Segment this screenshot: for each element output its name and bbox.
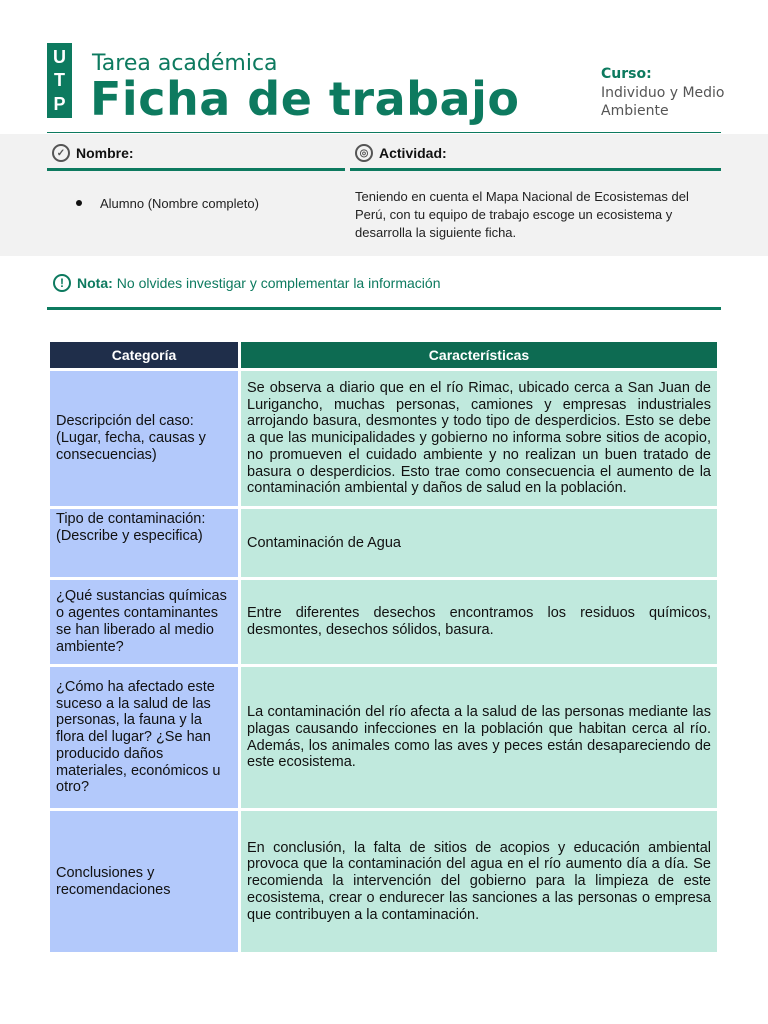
alumno-name: Alumno (Nombre completo) [100, 196, 259, 211]
header-categoria: Categoría [50, 342, 238, 368]
actividad-label-text: Actividad: [379, 145, 447, 161]
page-title: Ficha de trabajo [90, 72, 520, 126]
course-value: Individuo y Medio Ambiente [601, 85, 725, 119]
category-cell: Descripción del caso: (Lugar, fecha, causas y consecuencias) [50, 371, 238, 506]
page-subtitle: Tarea académica [92, 51, 278, 76]
nota-label: Nota: [77, 275, 113, 291]
table-row [50, 509, 717, 577]
nombre-label-text: Nombre: [76, 145, 134, 161]
category-cell: Tipo de contaminación: (Describe y especifica) [50, 509, 238, 577]
characteristics-cell: Contaminación de Agua [241, 509, 717, 577]
utp-logo [47, 43, 72, 118]
table-row [50, 580, 717, 664]
header-caracteristicas: Características [241, 342, 717, 368]
logo-letter-u: U [53, 46, 66, 67]
logo-letter-t: T [54, 70, 65, 91]
characteristics-cell: En conclusión, la falta de sitios de acopios y educación ambiental provoca que la contaminación del agua en el río aumento día a día. Se recomienda la intervención del gobierno para la limpieza de este ecosistema, crear o endurecer las sanciones a las personas o empresa que contribuyen a la contaminación. [241, 811, 717, 952]
course-label: Curso: [601, 66, 652, 82]
category-cell: ¿Cómo ha afectado este suceso a la salud de las personas, la fauna y la flora del lugar? ¿Se han producido daños materiales, económicos u otro? [50, 667, 238, 808]
characteristics-cell: Se observa a diario que en el río Rimac, ubicado cerca a San Juan de Lurigancho, muchas personas, camiones y empresas industriales arrojando basura, desmontes y todo tipo de desperdicios. Esto se debe a que las municipalidades y gobierno no informa sobre sitios de acopio, no promueven el cuidado ambiente y no realizan un buen tratado de basura o desperdicios. Esto trae como consecuencia el aumento de la contaminación ambiental y daños de salud en la población. [241, 371, 717, 506]
logo-letter-p: P [53, 94, 66, 115]
header-divider [47, 132, 721, 133]
category-cell: ¿Qué sustancias químicas o agentes contaminantes se han liberado al medio ambiente? [50, 580, 238, 664]
nota-text: No olvides investigar y complementar la información [116, 275, 441, 291]
table-row [50, 667, 717, 808]
characteristics-cell: Entre diferentes desechos encontramos los residuos químicos, desmontes, desechos sólidos, basura. [241, 580, 717, 664]
actividad-field-label [355, 142, 447, 164]
page-header [0, 0, 768, 134]
table-header-row [50, 342, 717, 368]
actividad-divider [350, 168, 721, 171]
category-cell: Conclusiones y recomendaciones [50, 811, 238, 952]
exclamation-circle-icon: ! [53, 274, 71, 292]
target-icon: ◎ [355, 144, 373, 162]
table-row [50, 811, 717, 952]
bullet-icon [76, 200, 82, 206]
table-row [50, 371, 717, 506]
work-sheet-table [47, 339, 720, 955]
check-circle-icon: ✓ [52, 144, 70, 162]
actividad-description: Teniendo en cuenta el Mapa Nacional de Ecosistemas del Perú, con tu equipo de trabajo escoge un ecosistema y desarrolla la siguiente ficha. [355, 189, 689, 240]
characteristics-cell: La contaminación del río afecta a la salud de las personas mediante las plagas causando infecciones en la población que habitan cerca al río. Además, los animales como las aves y peces están desapareciendo de este ecosistema. [241, 667, 717, 808]
nota-row [53, 273, 440, 293]
nota-divider [47, 307, 721, 310]
nombre-field-label [52, 142, 134, 164]
nombre-divider [47, 168, 345, 171]
